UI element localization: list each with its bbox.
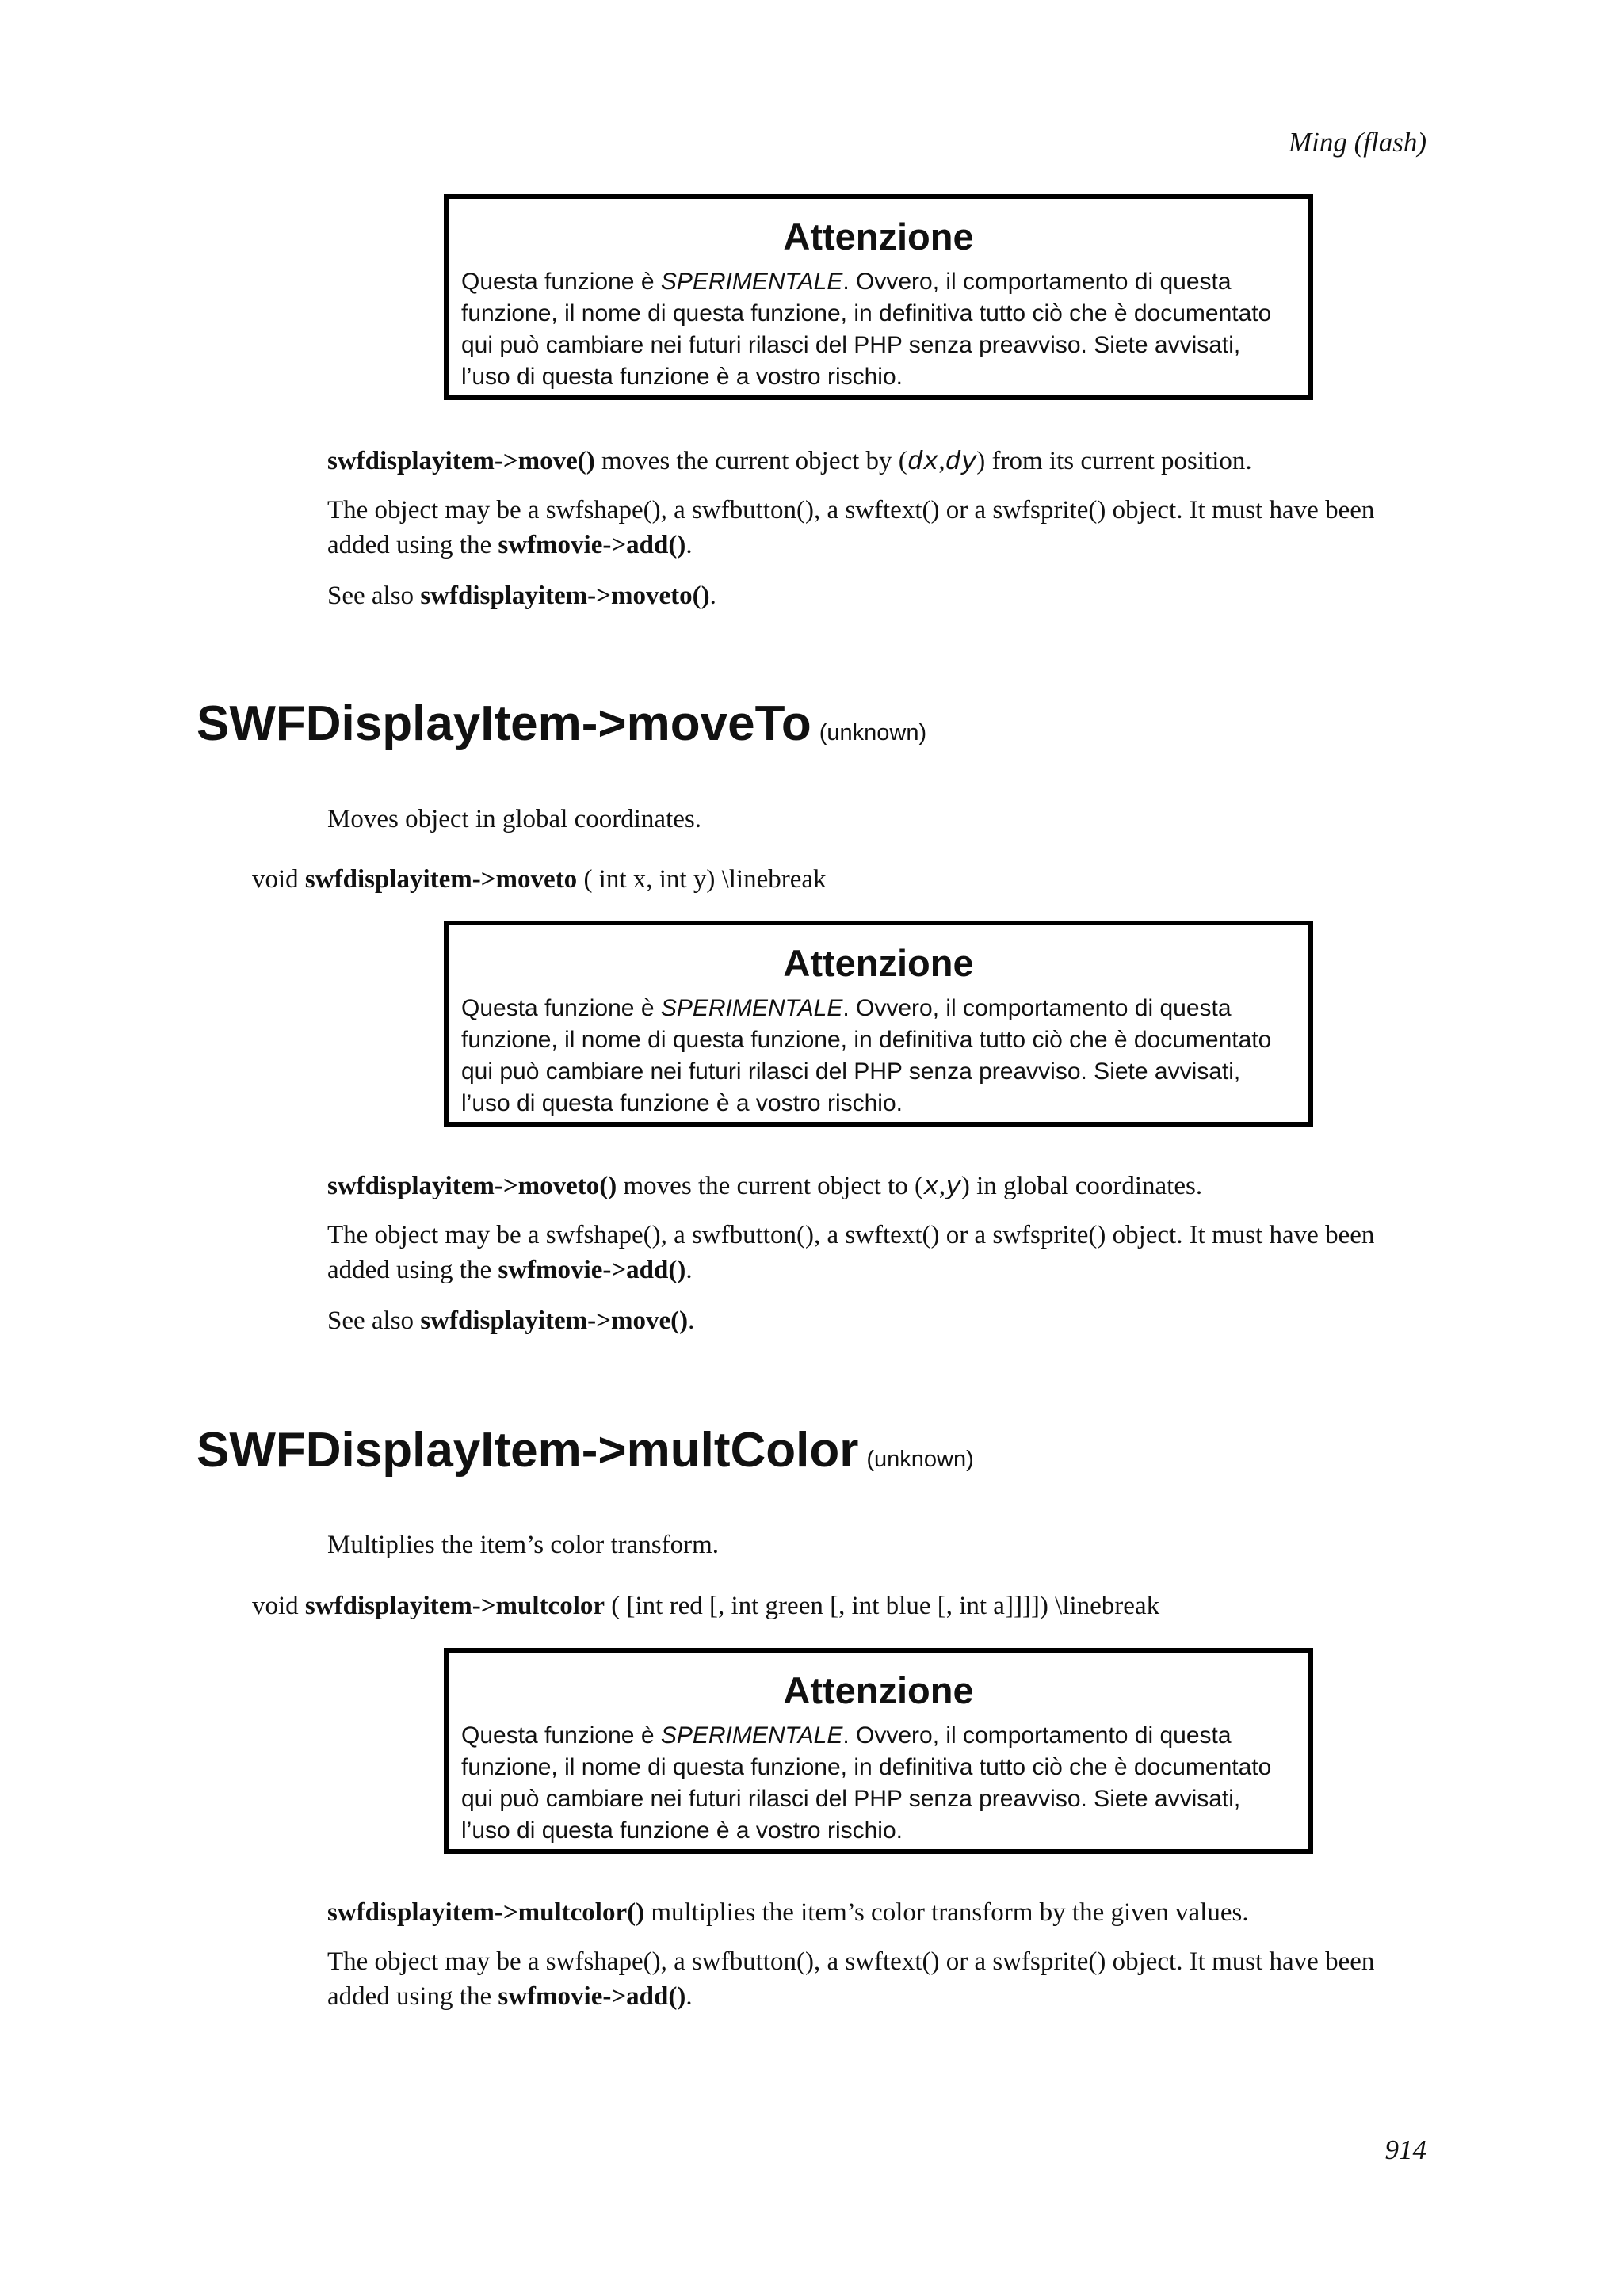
warning-text-before: Questa funzione è (461, 1722, 661, 1749)
desc-comma: , (938, 447, 945, 475)
period: . (685, 1982, 693, 2011)
function-ref: swfdisplayitem->multcolor() (327, 1898, 645, 1927)
warning-text-after: . Ovvero, il comportamento di questa funzione, il nome di questa funzione, in definitiva tutto ciò che è documentato qui può cambiare nei futuri rilasci del PHP senza preavviso. Siete avvisati, l’uso di questa funzione è a vostro rischio. (461, 269, 1272, 390)
object-note-text: The object may be a swfshape(), a swfbutton(), a swftext() or a swfsprite() object. It must have been added using the (327, 1947, 1375, 2011)
synopsis (252, 862, 827, 897)
period: . (709, 582, 716, 610)
warning-box (444, 921, 1313, 1127)
period: . (685, 1256, 693, 1284)
moveto-description (327, 1169, 1437, 1205)
move-description (327, 444, 1437, 480)
see-also (327, 578, 1437, 613)
object-note-text: The object may be a swfshape(), a swfbutton(), a swftext() or a swfsprite() object. It must have been added using the (327, 496, 1375, 559)
warning-box (444, 1648, 1313, 1854)
version-tag: (unknown) (819, 720, 927, 746)
desc-text: multiplies the item’s color transform by the given values. (644, 1898, 1249, 1927)
warning-text-before: Questa funzione è (461, 995, 661, 1021)
return-type: void (252, 865, 305, 894)
warning-text (461, 993, 1296, 1119)
multcolor-description (327, 1895, 1437, 1930)
see-also-text: See also (327, 1306, 421, 1335)
purpose: Multiplies the item’s color transform. (327, 1531, 720, 1559)
desc-comma: , (938, 1172, 946, 1200)
function-ref: swfmovie->add() (498, 1982, 686, 2011)
object-note (327, 493, 1437, 563)
section-heading-multcolor (197, 1422, 974, 1478)
function-args: ( [int red [, int green [, int blue [, int a]]]]) \linebreak (605, 1592, 1160, 1620)
warning-text (461, 1720, 1296, 1847)
purpose: Moves object in global coordinates. (327, 805, 701, 833)
period: . (685, 531, 693, 559)
param-x: x (922, 1173, 939, 1202)
desc-text: ) in global coordinates. (960, 1172, 1203, 1200)
warning-title: Attenzione (783, 942, 974, 984)
page-number: 914 (1384, 2134, 1426, 2165)
see-also (327, 1303, 1437, 1338)
running-head: Ming (flash) (1288, 127, 1426, 158)
object-note-text: The object may be a swfshape(), a swfbutton(), a swftext() or a swfsprite() object. It must have been added using the (327, 1221, 1375, 1284)
param-dx: dx (907, 448, 939, 477)
return-type: void (252, 1592, 305, 1620)
synopsis (252, 1589, 1159, 1623)
desc-text: ) from its current position. (976, 447, 1252, 475)
function-ref: swfmovie->add() (498, 531, 686, 559)
warning-text-after: . Ovvero, il comportamento di questa funzione, il nome di questa funzione, in definitiva tutto ciò che è documentato qui può cambiare nei futuri rilasci del PHP senza preavviso. Siete avvisati, l’uso di questa funzione è a vostro rischio. (461, 995, 1272, 1116)
period: . (688, 1306, 695, 1335)
warning-title: Attenzione (783, 215, 974, 257)
warning-text-before: Questa funzione è (461, 269, 661, 295)
param-dy: dy (945, 448, 977, 477)
function-ref: swfdisplayitem->moveto() (327, 1172, 617, 1200)
warning-box (444, 194, 1313, 400)
object-note (327, 1218, 1437, 1287)
warning-text-after: . Ovvero, il comportamento di questa funzione, il nome di questa funzione, in definitiva tutto ciò che è documentato qui può cambiare nei futuri rilasci del PHP senza preavviso. Siete avvisati, l’uso di questa funzione è a vostro rischio. (461, 1722, 1272, 1844)
function-ref: swfdisplayitem->move() (327, 447, 595, 475)
function-name: swfdisplayitem->moveto (304, 865, 578, 894)
object-note (327, 1944, 1437, 2014)
param-y: y (945, 1173, 961, 1202)
function-ref: swfmovie->add() (498, 1256, 686, 1284)
warning-emphasis: SPERIMENTALE (660, 269, 843, 295)
warning-emphasis: SPERIMENTALE (660, 995, 843, 1021)
desc-text: moves the current object to ( (617, 1172, 923, 1200)
function-args: ( int x, int y) \linebreak (577, 865, 827, 894)
warning-title: Attenzione (783, 1669, 974, 1711)
see-also-link: swfdisplayitem->move() (420, 1306, 689, 1335)
see-also-text: See also (327, 582, 421, 610)
desc-text: moves the current object by ( (594, 447, 907, 475)
function-name: swfdisplayitem->multcolor (304, 1592, 605, 1620)
version-tag: (unknown) (866, 1447, 974, 1472)
see-also-link: swfdisplayitem->moveto() (420, 582, 710, 610)
section-title: SWFDisplayItem->moveTo (197, 696, 812, 751)
warning-text (461, 266, 1296, 393)
warning-emphasis: SPERIMENTALE (660, 1722, 843, 1749)
section-title: SWFDisplayItem->multColor (197, 1423, 859, 1478)
section-heading-moveto (197, 696, 926, 752)
